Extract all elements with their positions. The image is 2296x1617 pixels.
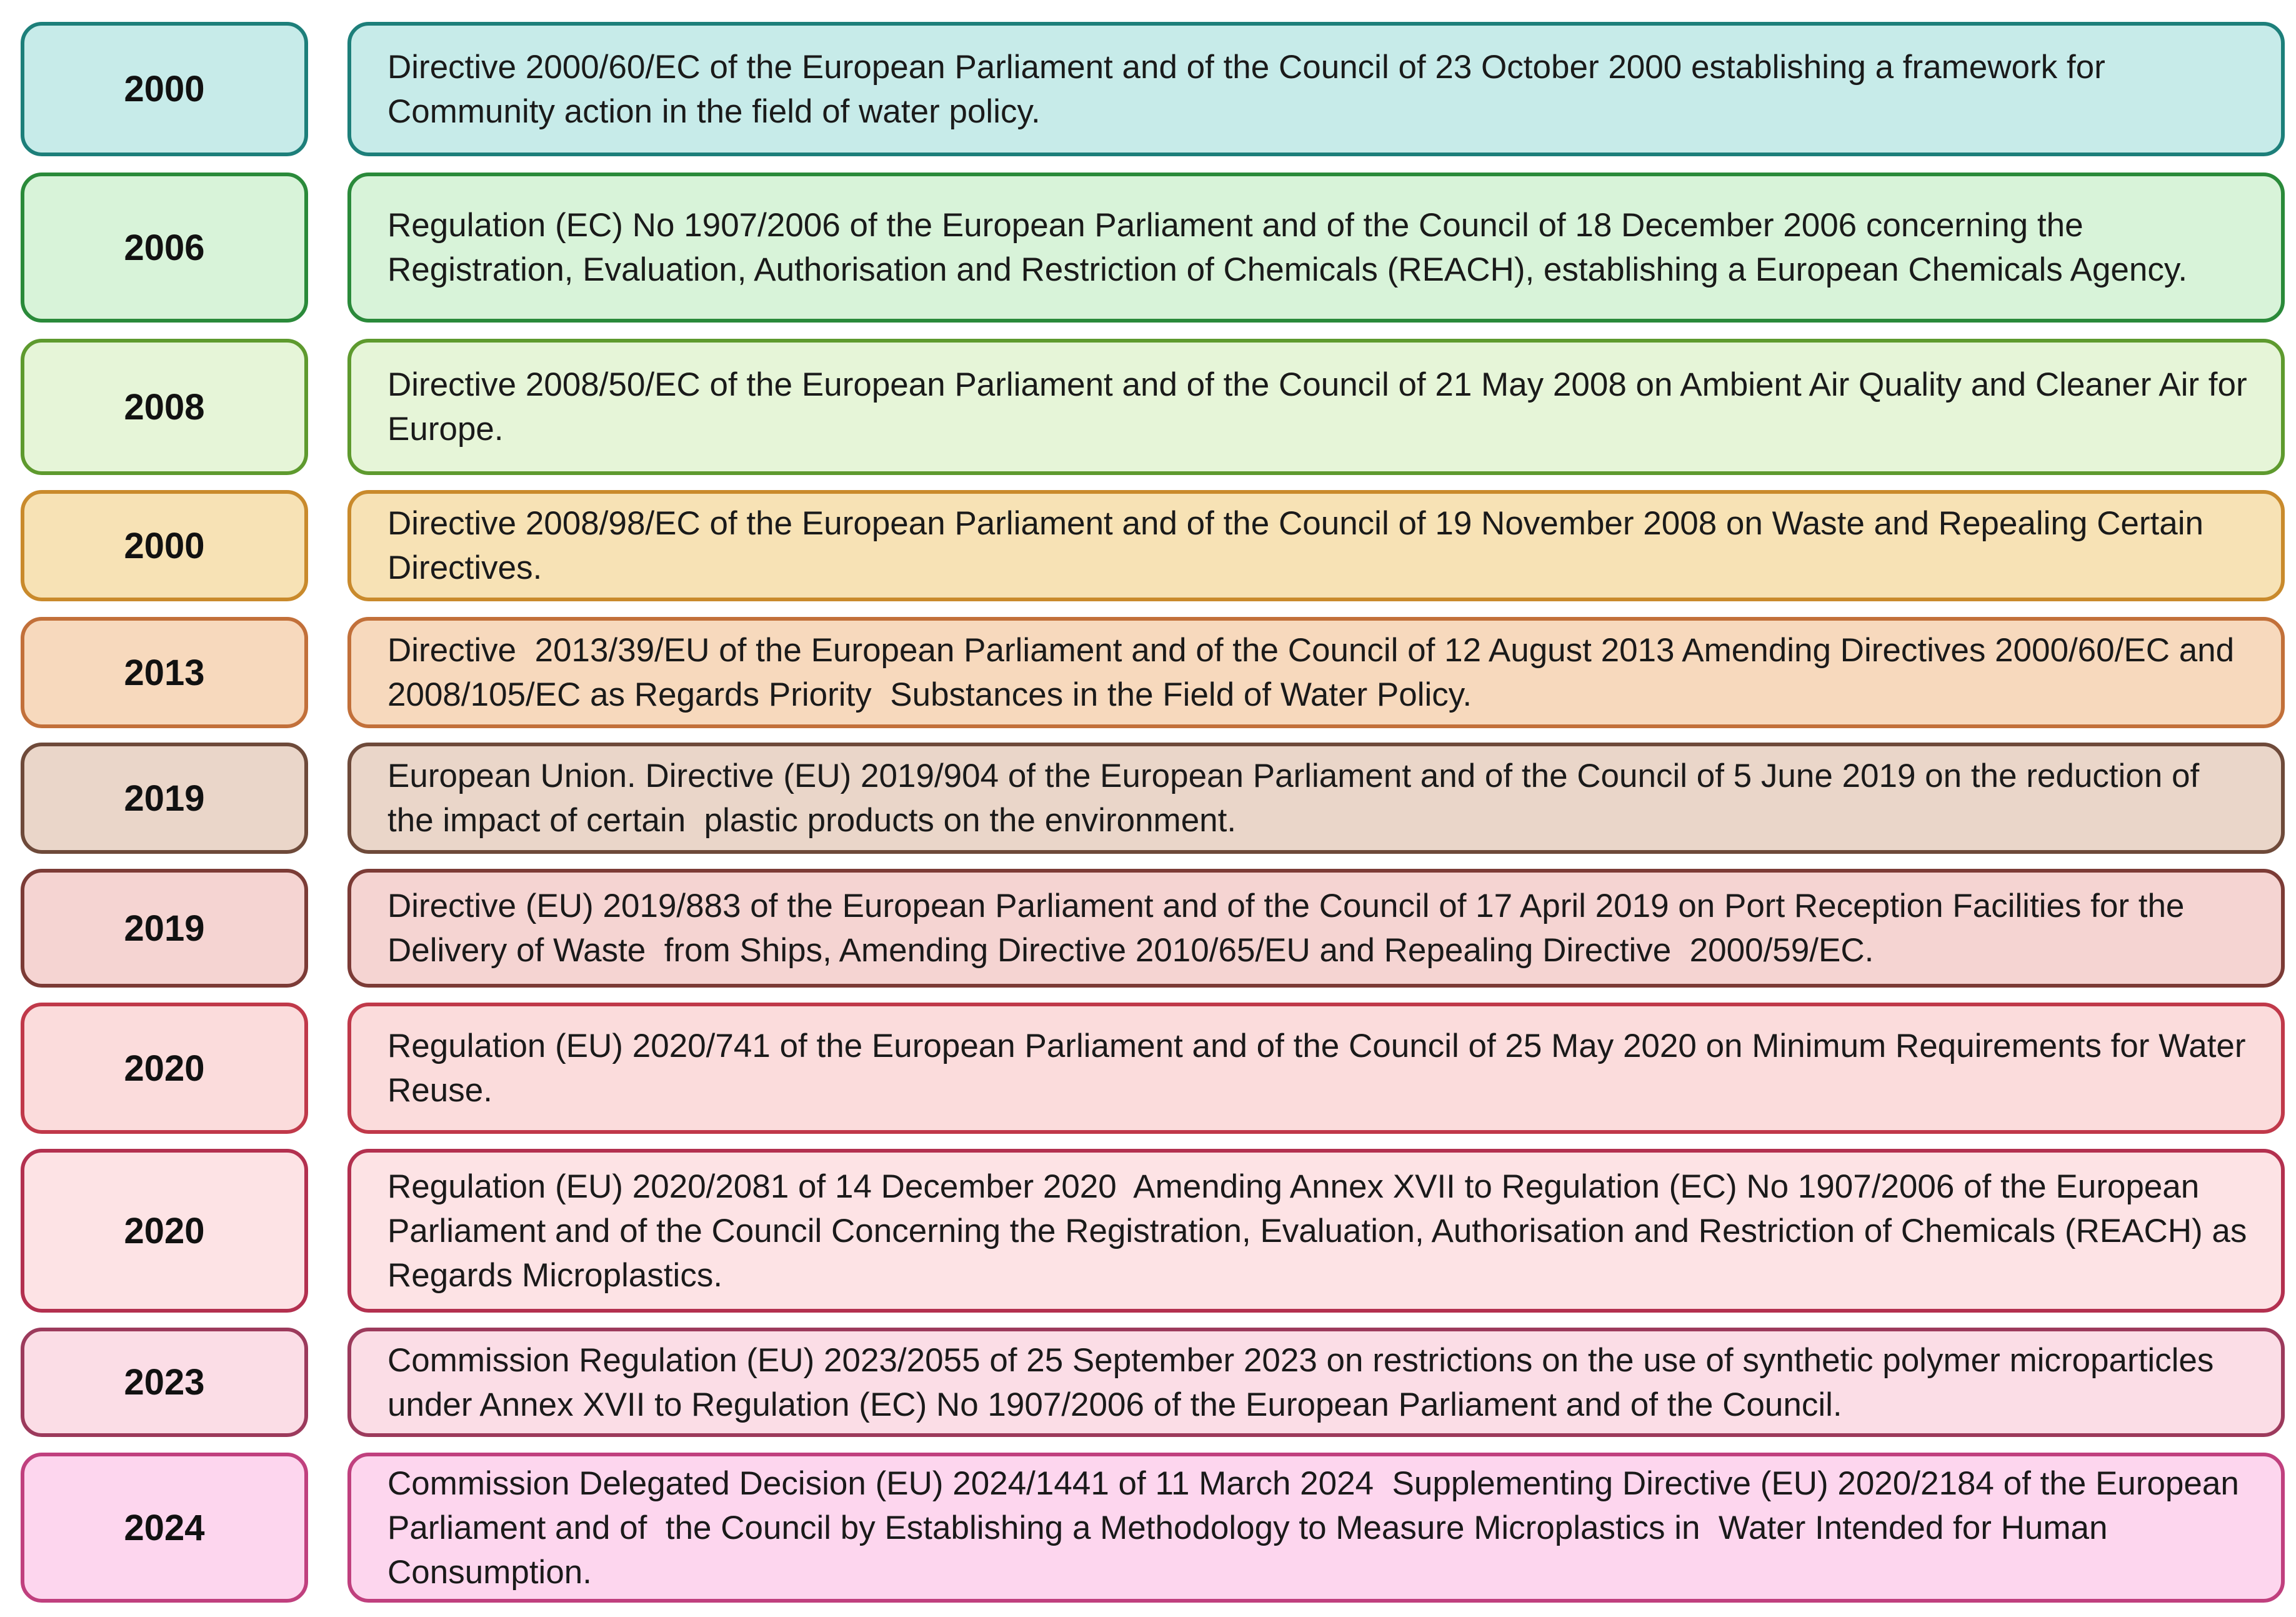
year-label: 2000 — [21, 490, 308, 601]
year-label: 2019 — [21, 869, 308, 988]
timeline-row — [0, 1149, 2296, 1313]
legislation-description: Directive 2013/39/EU of the European Parliament and of the Council of 12 August 2013 Amending Directives 2000/60/EC and 2008/105/EC as Regards Priority Substances in the Field of Water Policy. — [347, 617, 2285, 728]
timeline-row — [0, 1453, 2296, 1603]
year-label: 2013 — [21, 617, 308, 728]
year-label: 2000 — [21, 22, 308, 156]
legislation-description: Regulation (EU) 2020/741 of the European Parliament and of the Council of 25 May 2020 on Minimum Requirements for Water Reuse. — [347, 1003, 2285, 1134]
timeline-row — [0, 869, 2296, 988]
timeline-row — [0, 339, 2296, 475]
legislation-description: European Union. Directive (EU) 2019/904 of the European Parliament and of the Council of 5 June 2019 on the reduction of the impact of certain plastic products on the environment. — [347, 743, 2285, 854]
legislation-description: Directive (EU) 2019/883 of the European Parliament and of the Council of 17 April 2019 on Port Reception Facilities for the Delivery of Waste from Ships, Amending Directive 2010/65/EU and Repealing Directive 2000/59/EC. — [347, 869, 2285, 988]
year-label: 2008 — [21, 339, 308, 475]
year-label: 2023 — [21, 1328, 308, 1437]
year-label: 2019 — [21, 743, 308, 854]
year-label: 2024 — [21, 1453, 308, 1603]
legislation-description: Directive 2000/60/EC of the European Parliament and of the Council of 23 October 2000 establishing a framework for Community action in the field of water policy. — [347, 22, 2285, 156]
timeline-row — [0, 1328, 2296, 1437]
legislation-description: Regulation (EU) 2020/2081 of 14 December 2020 Amending Annex XVII to Regulation (EC) No 1907/2006 of the European Parliament and of the Council Concerning the Registration, Evaluation, Authorisation and Restriction of Chemicals (REACH) as Regards Microplastics. — [347, 1149, 2285, 1313]
year-label: 2020 — [21, 1149, 308, 1313]
timeline-row — [0, 22, 2296, 156]
timeline-row — [0, 173, 2296, 323]
legislation-description: Directive 2008/50/EC of the European Parliament and of the Council of 21 May 2008 on Ambient Air Quality and Cleaner Air for Europe. — [347, 339, 2285, 475]
legislation-description: Commission Regulation (EU) 2023/2055 of 25 September 2023 on restrictions on the use of synthetic polymer microparticles under Annex XVII to Regulation (EC) No 1907/2006 of the European Parliament and of the Council. — [347, 1328, 2285, 1437]
legislation-description: Directive 2008/98/EC of the European Parliament and of the Council of 19 November 2008 on Waste and Repealing Certain Directives. — [347, 490, 2285, 601]
legislation-description: Commission Delegated Decision (EU) 2024/1441 of 11 March 2024 Supplementing Directive (EU) 2020/2184 of the European Parliament and of the Council by Establishing a Methodology to Measure Microplastics in Water Intended for Human Consumption. — [347, 1453, 2285, 1603]
timeline-row — [0, 617, 2296, 728]
timeline-row — [0, 490, 2296, 601]
year-label: 2006 — [21, 173, 308, 323]
year-label: 2020 — [21, 1003, 308, 1134]
timeline-row — [0, 1003, 2296, 1134]
timeline-row — [0, 743, 2296, 854]
legislation-description: Regulation (EC) No 1907/2006 of the European Parliament and of the Council of 18 December 2006 concerning the Registration, Evaluation, Authorisation and Restriction of Chemicals (REACH), establishing a European Chemicals Agency. — [347, 173, 2285, 323]
